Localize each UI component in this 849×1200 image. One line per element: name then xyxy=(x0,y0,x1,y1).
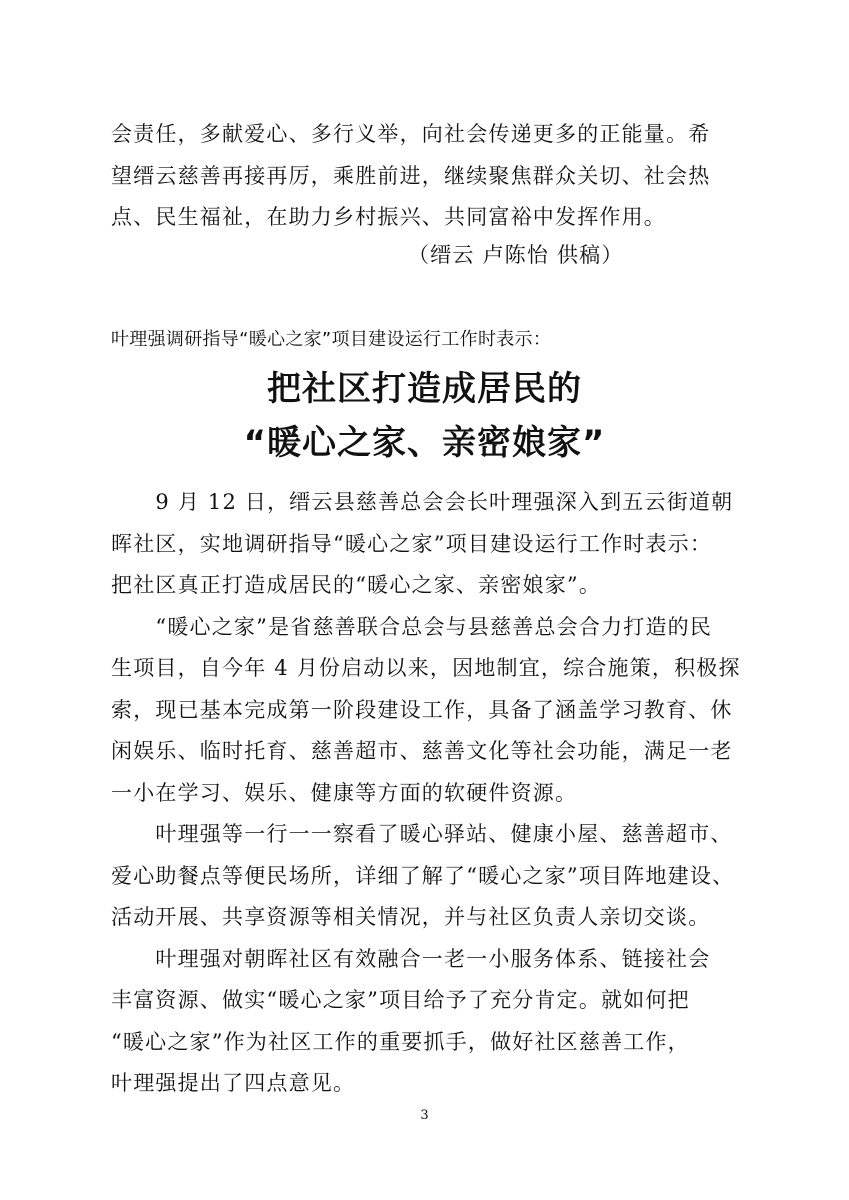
headline-line-2: “暖心之家、亲密娘家” xyxy=(243,423,606,463)
text-line: 闲娱乐、临时托育、慈善超市、慈善文化等社会功能，满足一老 xyxy=(111,739,733,763)
text-line: 生项目，自今年 4 月份启动以来，因地制宜，综合施策，积极探 xyxy=(111,656,741,680)
text-line: 叶理强对朝晖社区有效融合一老一小服务体系、链接社会 xyxy=(111,946,711,971)
text-line: 9 月 12 日，缙云县慈善总会会长叶理强深入到五云街道朝 xyxy=(111,490,734,514)
text-line: 把社区真正打造成居民的“暖心之家、亲密娘家”。 xyxy=(111,573,602,597)
text-line: 望缙云慈善再接再厉，乘胜前进，继续聚焦群众关切、社会热 xyxy=(111,163,711,188)
text-line: “暖心之家”是省慈善联合总会与县慈善总会合力打造的民 xyxy=(111,614,713,639)
article-paragraph xyxy=(111,607,751,815)
article-paragraph xyxy=(111,482,751,607)
article-kicker: 叶理强调研指导“暖心之家”项目建设运行工作时表示： xyxy=(111,329,552,350)
article-body xyxy=(111,482,751,1105)
headline-line-1: 把社区打造成居民的 xyxy=(267,369,582,409)
article-credit: （缙云 卢陈怡 供稿） xyxy=(408,243,624,267)
text-line: 丰富资源、做实“暖心之家”项目给予了充分肯定。就如何把 xyxy=(111,988,690,1012)
text-line: 活动开展、共享资源等相关情况，并与社区负责人亲切交谈。 xyxy=(111,905,711,929)
text-line: 叶理强提出了四点意见。 xyxy=(111,1071,356,1095)
text-line: 爱心助餐点等便民场所，详细了解了“暖心之家”项目阵地建设、 xyxy=(111,863,735,888)
article-paragraph xyxy=(111,814,751,939)
text-line: 叶理强等一行一一察看了暖心驿站、健康小屋、慈善超市、 xyxy=(111,822,733,846)
text-line: 晖社区，实地调研指导“暖心之家”项目建设运行工作时表示： xyxy=(111,531,713,556)
text-line: 索，现已基本完成第一阶段建设工作，具备了涵盖学习教育、休 xyxy=(111,697,733,722)
page-number: 3 xyxy=(420,1108,429,1123)
previous-article-paragraph xyxy=(111,114,751,239)
text-line: 一小在学习、娱乐、健康等方面的软硬件资源。 xyxy=(111,780,578,805)
article-paragraph xyxy=(111,939,751,1105)
text-line: 点、民生福祉，在助力乡村振兴、共同富裕中发挥作用。 xyxy=(111,205,666,229)
text-line: “暖心之家”作为社区工作的重要抓手，做好社区慈善工作， xyxy=(111,1029,690,1054)
text-line: 会责任，多献爱心、多行义举，向社会传递更多的正能量。希 xyxy=(111,122,711,146)
